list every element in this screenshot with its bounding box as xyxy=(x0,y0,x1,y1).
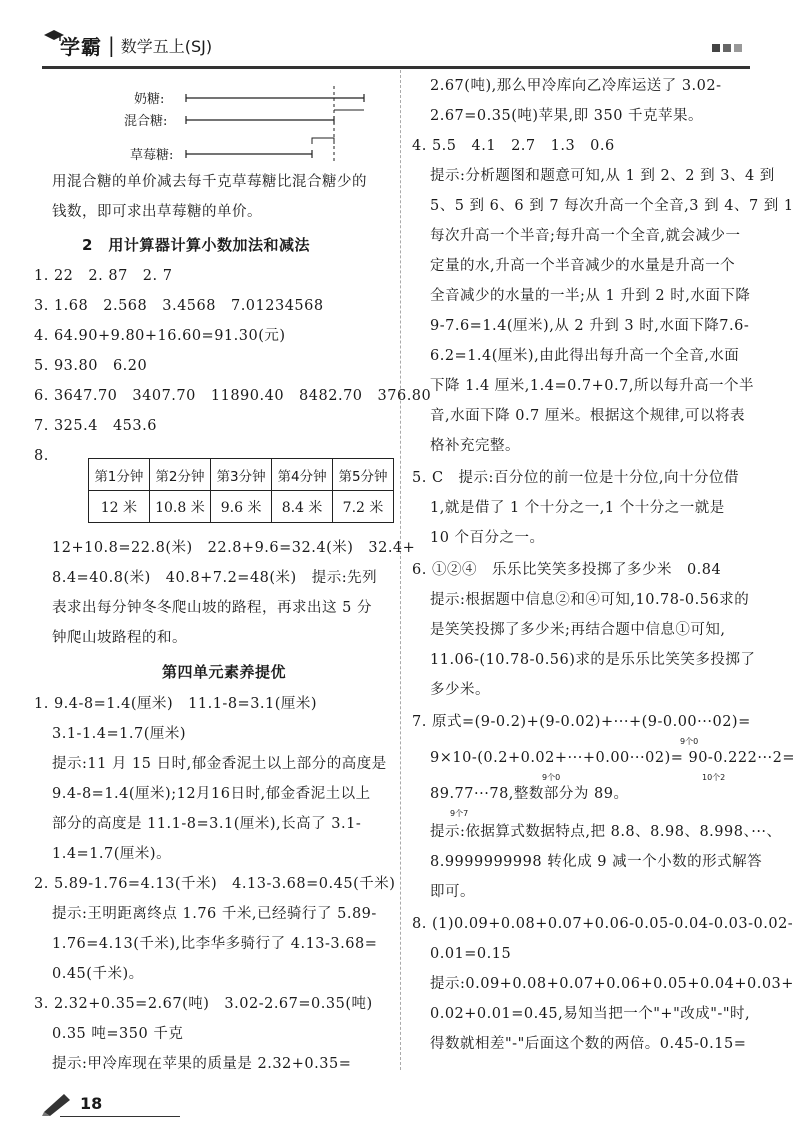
hint-line: 即可。 xyxy=(430,884,475,900)
table-header-row xyxy=(89,459,394,491)
brace-note: 9个0 xyxy=(542,773,561,782)
answer-line: 3. 1.68 2.568 3.4568 7.01234568 xyxy=(34,298,324,314)
answer-line: 5. C 提示:百分位的前一位是十分位,向十分位借 xyxy=(412,470,740,486)
column-divider xyxy=(400,70,401,1070)
answer-line: 表求出每分钟冬冬爬山坡的路程，再求出这 5 分 xyxy=(52,600,372,616)
unit-title: 第四单元素养提优 xyxy=(162,663,287,681)
hint-line: 提示:11 月 15 日时,郁金香泥土以上部分的高度是 xyxy=(52,756,387,772)
hint-line: 2.67=0.35(吨)苹果,即 350 千克苹果。 xyxy=(430,108,704,124)
answer-line: 8.4=40.8(米) 40.8+7.2=48(米) 提示:先列 xyxy=(52,570,378,586)
hint-line: 下降 1.4 厘米,1.4=0.7+0.7,所以每升高一个半 xyxy=(430,378,754,394)
hint-line: 提示:分析题图和题意可知,从 1 到 2、2 到 3、4 到 xyxy=(430,168,775,184)
hint-line: 定量的水,升高一个半音减少的水量是升高一个 xyxy=(430,258,736,274)
page-footer xyxy=(40,1090,340,1120)
decor-block xyxy=(712,44,720,52)
pencil-icon xyxy=(40,1090,74,1116)
hint-line: 1.4=1.7(厘米)。 xyxy=(52,846,172,862)
segment-diagram xyxy=(124,82,374,166)
hint-line: 0.45(千米)。 xyxy=(52,966,144,982)
hint-line: 5、5 到 6、6 到 7 每次升高一个全音,3 到 4、7 到 1 xyxy=(430,198,794,214)
right-column xyxy=(412,70,796,1070)
answer-line: 8. (1)0.09+0.08+0.07+0.06-0.05-0.04-0.03-0.02- xyxy=(412,916,794,932)
explanation-line: 钱数，即可求出草莓糖的单价。 xyxy=(52,204,262,220)
table-cell: 10.8 米 xyxy=(149,491,210,523)
answer-line: 6. 3647.70 3407.70 11890.40 8482.70 376.80 xyxy=(34,388,432,404)
table-cell: 7.2 米 xyxy=(333,491,394,523)
footer-rule xyxy=(60,1116,180,1117)
hint-line: 多少米。 xyxy=(430,682,490,698)
hint-line: 每次升高一个半音;每升高一个全音,就会减少一 xyxy=(430,228,741,244)
brace-note: 10个2 xyxy=(702,773,726,782)
hint-line: 11.06-(10.78-0.56)求的是乐乐比笑笑多投掷了 xyxy=(430,652,756,668)
explanation-line: 用混合糖的单价减去每千克草莓糖比混合糖少的 xyxy=(52,174,367,190)
hint-line: 8.9999999998 转化成 9 减一个小数的形式解答 xyxy=(430,854,763,870)
answer-line: 0.01=0.15 xyxy=(430,946,512,962)
answer-line: 1. 9.4-8=1.4(厘米) 11.1-8=3.1(厘米) xyxy=(34,696,318,712)
table-cell: 9.6 米 xyxy=(211,491,272,523)
answer-line: 6. ①②④ 乐乐比笑笑多投掷了多少米 0.84 xyxy=(412,562,722,578)
answer-line: 0.35 吨=350 千克 xyxy=(52,1026,184,1042)
brace-note: 9个7 xyxy=(450,809,469,818)
answer-line: 8. xyxy=(34,448,49,464)
header-rule xyxy=(42,66,750,69)
brace-note: 9个0 xyxy=(680,737,699,746)
answer-line: 9×10-(0.2+0.02+···+0.00···02)= 90-0.222···2= xyxy=(430,750,796,766)
table-header-cell: 第1分钟 xyxy=(89,459,150,491)
logo-text: 学霸 xyxy=(60,34,102,59)
hint-line: 9-7.6=1.4(厘米),从 2 升到 3 时,水面下降7.6- xyxy=(430,318,750,334)
left-column xyxy=(34,70,432,1072)
page-number: 18 xyxy=(80,1094,103,1113)
header-decoration-blocks xyxy=(712,44,742,52)
hint-line: 提示:0.09+0.08+0.07+0.06+0.05+0.04+0.03+ xyxy=(430,976,794,992)
table-header-cell: 第4分钟 xyxy=(272,459,333,491)
answer-line: 2. 5.89-1.76=4.13(千米) 4.13-3.68=0.45(千米) xyxy=(34,876,396,892)
answer-line: 4. 64.90+9.80+16.60=91.30(元) xyxy=(34,328,286,344)
hint-line: 格补充完整。 xyxy=(430,438,520,454)
climb-table xyxy=(88,458,394,523)
hint-line: 提示:依据算式数据特点,把 8.8、8.98、8.998、···、 xyxy=(430,824,782,840)
diagram-label-mixed-candy: 混合糖: xyxy=(124,114,168,129)
answer-line: 3. 2.32+0.35=2.67(吨) 3.02-2.67=0.35(吨) xyxy=(34,996,373,1012)
decor-block xyxy=(723,44,731,52)
header-separator: | xyxy=(108,33,115,57)
answer-line: 3.1-1.4=1.7(厘米) xyxy=(52,726,187,742)
hint-line: 得数就相差"-"后面这个数的两倍。0.45-0.15= xyxy=(430,1036,747,1052)
decor-block xyxy=(734,44,742,52)
table-header-cell: 第2分钟 xyxy=(149,459,210,491)
diagram-label-strawberry-candy: 草莓糖: xyxy=(130,148,174,163)
answer-line: 钟爬山坡路程的和。 xyxy=(52,630,187,646)
diagram-label-milk-candy: 奶糖: xyxy=(134,92,165,107)
logo xyxy=(42,28,212,62)
hint-line: 提示:根据题中信息②和④可知,10.78-0.56求的 xyxy=(430,592,750,608)
table-cell: 12 米 xyxy=(89,491,150,523)
hint-line: 0.02+0.01=0.45,易知当把一个"+"改成"-"时, xyxy=(430,1006,751,1022)
hint-line: 1,就是借了 1 个十分之一,1 个十分之一就是 xyxy=(430,500,725,516)
hint-line: 全音减少的水量的一半;从 1 升到 2 时,水面下降 xyxy=(430,288,751,304)
hint-line: 6.2=1.4(厘米),由此得出每升高一个全音,水面 xyxy=(430,348,740,364)
answer-line: 5. 93.80 6.20 xyxy=(34,358,148,374)
table-header-cell: 第5分钟 xyxy=(333,459,394,491)
hint-line: 9.4-8=1.4(厘米);12月16日时,郁金香泥土以上 xyxy=(52,786,371,802)
hint-line: 是笑笑投掷了多少米;再结合题中信息①可知, xyxy=(430,622,726,638)
table-row xyxy=(89,491,394,523)
hint-line: 1.76=4.13(千米),比李华多骑行了 4.13-3.68= xyxy=(52,936,378,952)
answer-line: 1. 22 2. 87 2. 7 xyxy=(34,268,173,284)
hint-line: 音,水面下降 0.7 厘米。根据这个规律,可以将表 xyxy=(430,408,745,424)
answer-line: 4. 5.5 4.1 2.7 1.3 0.6 xyxy=(412,138,615,154)
answer-line: 7. 325.4 453.6 xyxy=(34,418,157,434)
answer-line: 7. 原式=(9-0.2)+(9-0.02)+···+(9-0.00···02)= xyxy=(412,714,751,730)
hint-line: 提示:王明距离终点 1.76 千米,已经骑行了 5.89- xyxy=(52,906,377,922)
hint-line: 2.67(吨),那么甲冷库向乙冷库运送了 3.02- xyxy=(430,78,722,94)
hint-line: 提示:甲冷库现在苹果的质量是 2.32+0.35= xyxy=(52,1056,352,1072)
answer-line: 12+10.8=22.8(米) 22.8+9.6=32.4(米) 32.4+ xyxy=(52,540,416,556)
segment-lines xyxy=(134,82,374,166)
page-header xyxy=(42,28,750,64)
hint-line: 部分的高度是 11.1-8=3.1(厘米),长高了 3.1- xyxy=(52,816,362,832)
hint-line: 10 个百分之一。 xyxy=(430,530,545,546)
graduation-cap-icon xyxy=(44,30,64,42)
book-subject: 数学五上(SJ) xyxy=(120,36,213,56)
table-header-cell: 第3分钟 xyxy=(211,459,272,491)
section-title: 2 用计算器计算小数加法和减法 xyxy=(82,236,310,254)
table-cell: 8.4 米 xyxy=(272,491,333,523)
answer-line: 89.77···78,整数部分为 89。 xyxy=(430,786,629,802)
